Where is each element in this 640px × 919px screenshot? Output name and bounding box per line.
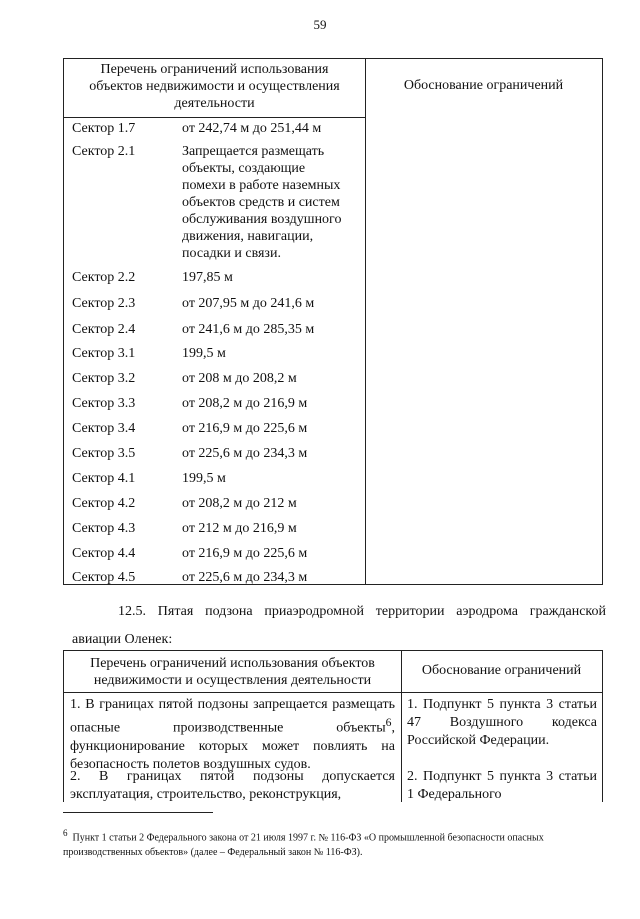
sector-value — [182, 143, 362, 262]
restriction-item-1: 1. В границах пятой подзоны запрещается размещать опасные производственные объекты$^6$, функционирование которых может повлиять на безопасность полетов воздушных судов. — [70, 697, 395, 772]
sector-label: Сектор 3.3 — [72, 396, 136, 411]
column-divider — [365, 59, 366, 584]
sector-label: Сектор 1.7 — [72, 121, 136, 136]
sector-label: Сектор 2.1 — [72, 144, 136, 159]
value-line: объектов средств и систем — [182, 195, 340, 210]
section-12-5-heading: 12.5. Пятая подзона приаэродромной территории аэродрома гражданской авиации Оленек: — [72, 604, 606, 647]
sector-label: Сектор 2.2 — [72, 270, 136, 285]
table-header-justification: Обоснование ограничений — [403, 78, 564, 93]
value-line: помехи в работе наземных — [182, 178, 341, 193]
value-line: посадки и связи. — [182, 246, 281, 261]
restrictions-table-5 — [63, 650, 603, 802]
value-line: от 225,6 м до 234,3 м — [182, 446, 308, 461]
sector-value — [182, 420, 362, 437]
sector-label: Сектор 3.4 — [72, 421, 136, 436]
footnote-separator — [63, 812, 213, 813]
sector-label: Сектор 3.5 — [72, 446, 136, 461]
value-line: от 208 м до 208,2 м — [182, 371, 297, 386]
header-divider — [64, 117, 365, 118]
sector-value — [182, 545, 362, 562]
sector-value — [182, 321, 362, 338]
restriction-item-2: 2. В границах пятой подзоны допускается эксплуатация, строительство, реконструкция, — [70, 769, 395, 802]
sector-value — [182, 495, 362, 512]
sector-label: Сектор 3.1 — [72, 346, 136, 361]
footnote-ref[interactable]: 6 — [385, 716, 392, 729]
sector-value — [182, 370, 362, 387]
footnote — [63, 826, 603, 860]
table-header-restrictions: Перечень ограничений использования объектов недвижимости и осуществления деятельности — [90, 656, 375, 688]
sector-label: Сектор 2.3 — [72, 296, 136, 311]
sector-value — [182, 445, 362, 462]
table-header-restrictions: Перечень ограничений использования объектов недвижимости и осуществления деятельности — [89, 62, 340, 111]
sector-label: Сектор 4.1 — [72, 471, 136, 486]
value-line: от 207,95 м до 241,6 м — [182, 296, 315, 311]
sector-label: Сектор 4.4 — [72, 546, 136, 561]
justification-item-1: 1. Подпункт 5 пункта 3 статьи 47 Воздушного кодекса Российской Федерации. — [407, 697, 597, 748]
sector-value — [182, 295, 362, 312]
value-line: от 241,6 м до 285,35 м — [182, 322, 315, 337]
value-line: объекты, создающие — [182, 161, 306, 176]
justification-item-2: 2. Подпункт 5 пункта 3 статьи 1 Федерального — [407, 769, 597, 802]
value-line: движения, навигации, — [182, 229, 314, 244]
header-divider — [64, 692, 602, 693]
sector-value — [182, 120, 362, 137]
sector-label: Сектор 4.3 — [72, 521, 136, 536]
value-line: от 212 м до 216,9 м — [182, 521, 297, 536]
sector-label: Сектор 4.5 — [72, 570, 136, 585]
sector-label: Сектор 2.4 — [72, 322, 136, 337]
value-line: 199,5 м — [182, 471, 226, 486]
page-number: 59 — [313, 17, 327, 32]
value-line: от 242,74 м до 251,44 м — [182, 121, 322, 136]
value-line: от 208,2 м до 212 м — [182, 496, 297, 511]
footnote-mark: 6 — [63, 828, 68, 838]
sector-value — [182, 569, 362, 586]
value-line: 199,5 м — [182, 346, 226, 361]
sector-value — [182, 269, 362, 286]
table-header-justification: Обоснование ограничений — [421, 663, 582, 678]
value-line: обслуживания воздушного — [182, 212, 342, 227]
value-line: от 225,6 м до 234,3 м — [182, 570, 308, 585]
sector-label: Сектор 3.2 — [72, 371, 136, 386]
sector-value — [182, 395, 362, 412]
sector-value — [182, 470, 362, 487]
sector-value — [182, 345, 362, 362]
value-line: от 216,9 м до 225,6 м — [182, 421, 308, 436]
value-line: 197,85 м — [182, 270, 233, 285]
value-line: от 208,2 м до 216,9 м — [182, 396, 308, 411]
footnote-text: Пункт 1 статьи 2 Федерального закона от 21 июля 1997 г. № 116-ФЗ «О промышленной безопасности опасных производственных объектов» (далее – Федеральный закон № 116-ФЗ). — [63, 832, 544, 859]
value-line: от 216,9 м до 225,6 м — [182, 546, 308, 561]
sector-value — [182, 520, 362, 537]
restrictions-table-4 — [63, 58, 603, 585]
value-line: Запрещается размещать — [182, 144, 325, 159]
sector-label: Сектор 4.2 — [72, 496, 136, 511]
